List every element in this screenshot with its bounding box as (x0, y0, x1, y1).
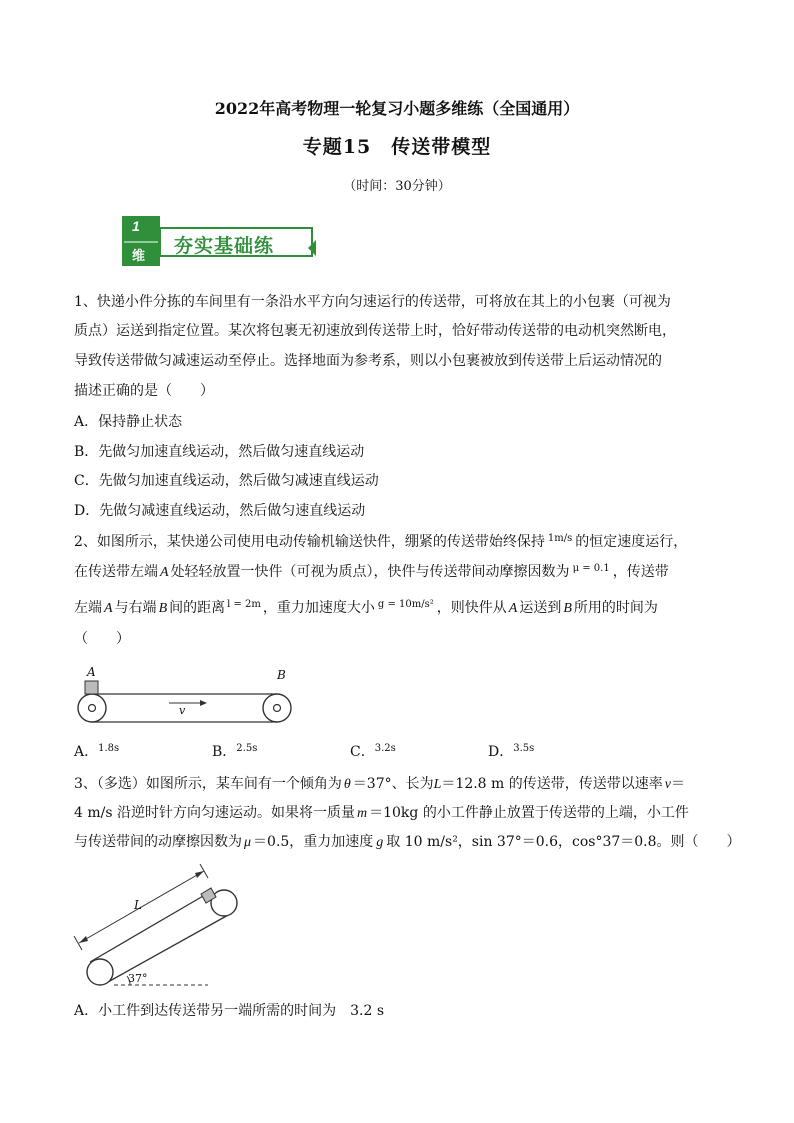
q2-text: 左端 (74, 600, 102, 616)
q2-text: ，重力加速度大小 (262, 600, 375, 616)
q2-option-c (350, 741, 396, 761)
q2-text: 间的距离 (169, 600, 226, 616)
q3-line-1 (74, 773, 685, 793)
q2-option-value: 1.8s (98, 743, 120, 754)
q2-text: 在传送带左端 (74, 564, 158, 580)
q3-g-symbol: g (376, 835, 384, 850)
section-label: 夯实基础练 (174, 235, 275, 257)
q2-option-value: 2.5s (236, 743, 258, 754)
q3-text: ＝10kg 的小工件静止放置于传送带的上端，小工件 (369, 805, 689, 821)
q2-text: ，传送带 (612, 564, 669, 580)
q3-line-2 (74, 802, 689, 822)
q3-length-symbol: L (433, 777, 442, 792)
q2-point-b: B (563, 601, 572, 616)
q1-line-1: 1、快递小件分拣的车间里有一条沿水平方向匀速运行的传送带，可将放在其上的小包裹（可视为 (74, 294, 671, 310)
topic-title: 专题15 传送带模型 (302, 136, 492, 158)
q3-incline-svg (70, 858, 260, 992)
q1-option-b: B．先做匀加速直线运动，然后做匀速直线运动 (74, 444, 365, 460)
q2-option-b (212, 741, 257, 761)
q2-text: 2、如图所示，某快递公司使用电动传输机输送快件，绷紧的传送带始终保持 (74, 534, 545, 550)
q3-theta: θ (343, 777, 351, 792)
q3-text: 3、（多选）如图所示，某车间有一个倾角为 (74, 776, 342, 792)
q2-mu-value: μ = 0.1 (572, 563, 610, 574)
section-badge (120, 214, 320, 268)
q3-text: ＝37°、长为 (352, 776, 434, 792)
q2-figure-label-v: v (179, 704, 186, 717)
q3-mass-symbol: m (356, 806, 368, 821)
q2-option-d (488, 741, 534, 761)
q2-line-4: （ ） (74, 631, 130, 647)
q2-text: 运送到 (519, 600, 562, 616)
q2-option-letter: C． (350, 744, 375, 760)
q3-incline-figure (70, 858, 260, 992)
q3-text: ＝0.5，重力加速度 (253, 834, 374, 850)
q1-line-4: 描述正确的是（ ） (74, 383, 214, 399)
q2-conveyor-svg (74, 666, 304, 730)
q2-figure-label-b: B (277, 668, 286, 682)
q2-point-a: A (104, 601, 113, 616)
q3-text: 4 m/s 沿逆时针方向匀速运动。如果将一质量 (74, 805, 355, 821)
q3-mu-symbol: μ (244, 835, 252, 850)
q2-option-letter: A． (74, 744, 99, 760)
section-number: 1 (132, 218, 140, 234)
q3-figure-angle-label: 37° (128, 972, 148, 985)
q2-speed-value: 1m/s (547, 533, 573, 544)
q2-figure-label-a: A (87, 665, 96, 679)
q2-option-a (74, 741, 119, 761)
q1-option-d: D．先做匀减速直线运动，然后做匀速直线运动 (74, 503, 366, 519)
q2-option-value: 3.2s (374, 743, 396, 754)
q3-text: ＝12.8 m 的传送带，传送带以速率 (441, 776, 663, 792)
time-limit: （时间：30分钟） (343, 179, 451, 194)
q2-text: ，则快件从 (436, 600, 507, 616)
q3-figure-label-l: L (134, 898, 142, 912)
q2-conveyor-figure (74, 666, 304, 730)
section-char: 维 (132, 249, 146, 264)
q2-g-value: g = 10m/s² (377, 599, 434, 610)
q3-text: ＝ (671, 776, 685, 792)
page-title: 2022年高考物理一轮复习小题多维练（全国通用） (214, 99, 580, 118)
q2-text: 所用的时间为 (573, 600, 658, 616)
q3-option-a: A．小工件到达传送带另一端所需的时间为 3.2 s (74, 1003, 385, 1019)
q1-option-a: A．保持静止状态 (74, 414, 183, 430)
q2-option-letter: D． (488, 744, 514, 760)
q2-line-1 (74, 531, 687, 551)
q3-v-symbol: v (664, 777, 671, 792)
q2-line-2 (74, 561, 669, 581)
q2-text: 的恒定速度运行， (575, 534, 688, 550)
q3-line-3 (74, 831, 741, 851)
q2-option-value: 3.5s (513, 743, 535, 754)
q2-option-letter: B． (212, 744, 237, 760)
q2-line-3 (74, 597, 658, 617)
q2-point-a: A (160, 565, 169, 580)
q1-line-2: 质点）运送到指定位置。某次将包裹无初速放到传送带上时，恰好带动传送带的电动机突然断电， (74, 323, 676, 339)
q3-text: 与传送带间的动摩擦因数为 (74, 834, 242, 850)
q2-text: 与右端 (114, 600, 157, 616)
q1-line-3: 导致传送带做匀减速运动至停止。选择地面为参考系，则以小包裹被放到传送带上后运动情况的 (74, 353, 662, 369)
q2-text: 处轻轻放置一快件（可视为质点），快件与传送带间动摩擦因数为 (170, 564, 570, 580)
q2-point-a: A (508, 601, 518, 616)
q2-point-b: B (158, 601, 168, 616)
q3-text: 取 10 m/s²，sin 37°＝0.6，cos°37＝0.8。则（ ） (386, 834, 741, 850)
q1-option-c: C．先做匀加速直线运动，然后做匀减速直线运动 (74, 473, 379, 489)
q2-distance-value: l = 2m (227, 599, 261, 610)
